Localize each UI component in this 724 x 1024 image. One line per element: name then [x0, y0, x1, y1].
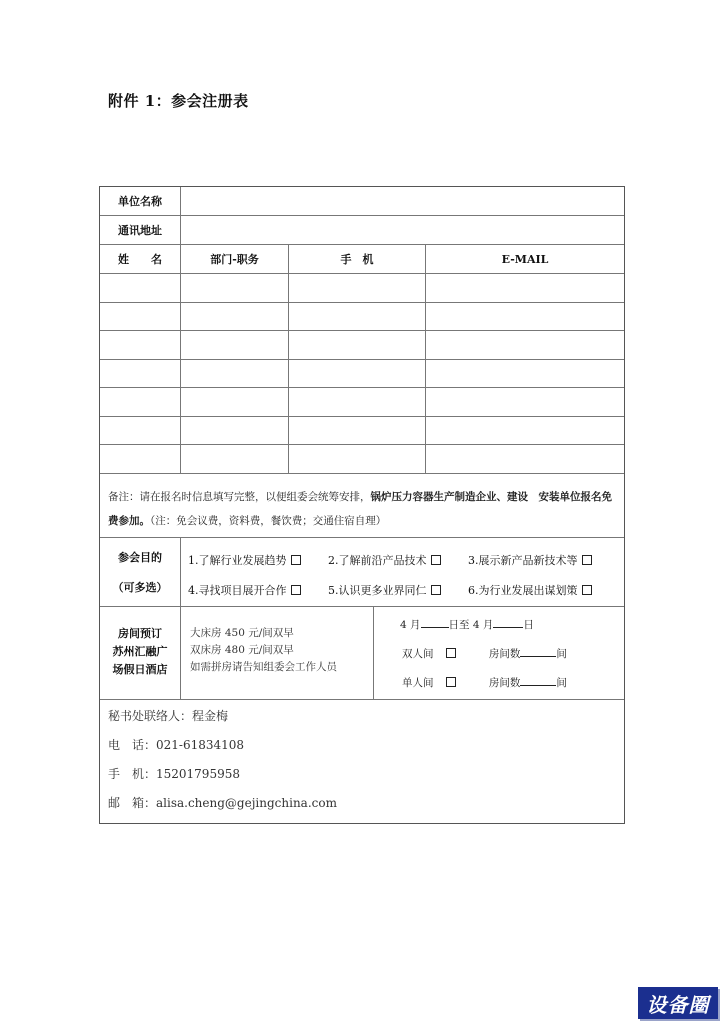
purpose-option-5[interactable]: 5.认识更多业界同仁 [328, 582, 441, 598]
registration-form [99, 186, 625, 824]
column-header-email: E-MAIL [501, 252, 549, 266]
purpose-label-sub: （可多选） [112, 581, 168, 594]
row-divider [100, 416, 624, 417]
row-divider [100, 444, 624, 445]
hotel-label: 房间预订 苏州汇融广 场假日酒店 [112, 627, 168, 676]
contact-phone: 电 话：021-61834108 [108, 738, 245, 752]
address-label: 通讯地址 [118, 224, 162, 237]
purpose-option-3[interactable]: 3.展示新产品新技术等 [468, 552, 592, 568]
purpose-option-1[interactable]: 1.了解行业发展趋势 [188, 552, 301, 568]
checkbox[interactable] [582, 555, 592, 565]
purpose-option-4[interactable]: 4.寻找项目展开合作 [188, 582, 301, 598]
contact-person: 秘书处联络人：程金梅 [108, 709, 229, 723]
row-divider [100, 473, 624, 474]
purpose-option-2[interactable]: 2.了解前沿产品技术 [328, 552, 441, 568]
row-divider [100, 359, 624, 360]
unit-name-label: 单位名称 [118, 195, 162, 208]
watermark-logo: 设备圈 [638, 987, 718, 1019]
col-divider [425, 244, 426, 473]
registration-note: 备注：请在报名时信息填写完整，以便组委会统筹安排，锅炉压力容器生产制造企业、建设 安装单位报名免费参加。（注：免会议费，资料费，餐饮费；交通住宿自理） [108, 491, 612, 527]
unit-name-input[interactable] [181, 187, 624, 215]
checkbox[interactable] [431, 555, 441, 565]
address-input[interactable] [181, 216, 624, 244]
row-divider [100, 330, 624, 331]
checkbox[interactable] [291, 555, 301, 565]
checkbox[interactable] [431, 585, 441, 595]
checkbox[interactable] [582, 585, 592, 595]
column-header-dept: 部门-职务 [210, 253, 259, 266]
row-divider [100, 387, 624, 388]
single-room-row[interactable]: 单人间 房间数 间 [402, 677, 567, 689]
contact-mobile: 手 机：15201795958 [108, 767, 240, 781]
double-room-row[interactable]: 双人间 房间数 间 [402, 648, 567, 660]
column-header-name: 姓 名 [118, 253, 162, 266]
page-title: 附件 1：参会注册表 [108, 92, 249, 110]
purpose-option-6[interactable]: 6.为行业发展出谋划策 [468, 582, 592, 598]
row-divider [100, 273, 624, 274]
col-divider [180, 537, 181, 699]
row-divider [100, 302, 624, 303]
hotel-rates: 大床房 450 元/间双早 双床房 480 元/间双早 如需拼房请告知组委会工作人员 [190, 627, 337, 673]
checkbox[interactable] [291, 585, 301, 595]
checkbox[interactable] [446, 677, 456, 687]
row-divider [100, 537, 624, 538]
stay-dates[interactable]: 4 月 日至 4 月 日 [400, 619, 534, 631]
col-divider [288, 244, 289, 473]
row-divider [100, 699, 624, 700]
column-header-mobile: 手 机 [340, 253, 374, 266]
purpose-label: 参会目的 [118, 551, 162, 564]
contact-email[interactable]: 邮 箱：alisa.cheng@gejingchina.com [108, 796, 337, 810]
checkbox[interactable] [446, 648, 456, 658]
col-divider [373, 606, 374, 699]
